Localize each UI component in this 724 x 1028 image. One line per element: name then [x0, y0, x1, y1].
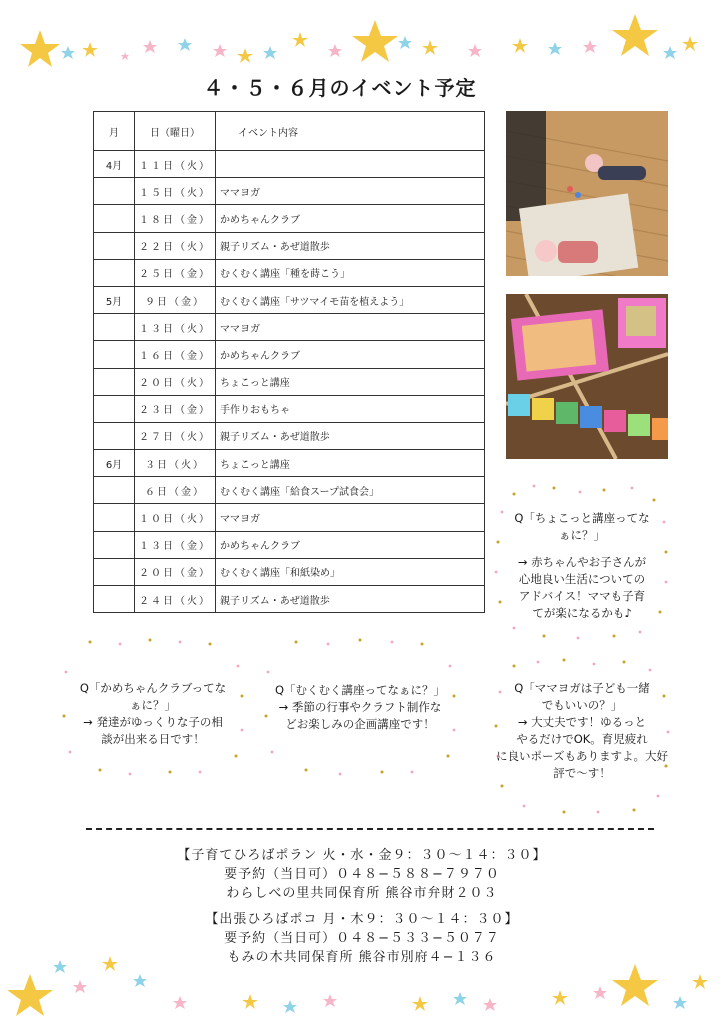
photo-dyed-paper-image	[506, 294, 668, 459]
table-row	[94, 178, 485, 205]
info-phone: 要予約（当日可）０４８−５３３−５０７７	[224, 931, 500, 946]
month-cell	[94, 205, 135, 232]
month-cell	[94, 504, 135, 531]
month-cell: 4月	[94, 151, 135, 178]
month-cell	[94, 558, 135, 585]
table-row	[94, 395, 485, 422]
day-cell: ２５日（金）	[135, 259, 216, 286]
info-heading: 【出張ひろばポコ 月・木９：３０〜１４：３０】	[205, 912, 519, 927]
answer-line: アドバイス！ママも子育	[518, 589, 646, 603]
table-row	[94, 450, 485, 477]
event-cell: かめちゃんクラブ	[216, 205, 485, 232]
month-cell	[94, 477, 135, 504]
answer-line: どお楽しみの企画講座です！	[285, 717, 435, 731]
event-cell: 手作りおもちゃ	[216, 395, 485, 422]
month-cell	[94, 531, 135, 558]
month-cell: 6月	[94, 450, 135, 477]
day-cell: １３日（火）	[135, 314, 216, 341]
month-cell	[94, 259, 135, 286]
info-address: わらしべの里共同保育所 熊谷市弁財２０３	[226, 886, 498, 901]
day-cell: １６日（金）	[135, 341, 216, 368]
event-cell: ちょこっと講座	[216, 368, 485, 395]
event-cell: 親子リズム・あぜ道散歩	[216, 422, 485, 449]
qa-kame-text	[60, 636, 246, 748]
month-cell	[94, 178, 135, 205]
photo-dyed-paper-decorations	[506, 294, 668, 459]
qa-chokotto-koza	[494, 482, 670, 642]
info-poran	[0, 846, 724, 903]
table-row	[94, 286, 485, 313]
question-line: Q「かめちゃんクラブってな	[79, 681, 227, 695]
table-row	[94, 586, 485, 613]
day-cell: １３日（金）	[135, 531, 216, 558]
day-cell: ２０日（火）	[135, 368, 216, 395]
table-row	[94, 205, 485, 232]
month-cell	[94, 232, 135, 259]
day-cell: １１日（火）	[135, 151, 216, 178]
page-title: ４・５・６月のイベント予定	[203, 76, 477, 100]
event-cell: ママヨガ	[216, 504, 485, 531]
month-cell	[94, 586, 135, 613]
day-cell: １５日（火）	[135, 178, 216, 205]
qa-kamechan-club	[60, 636, 246, 776]
day-cell: ６日（金）	[135, 477, 216, 504]
photo-kids-playing-image	[506, 111, 668, 276]
event-cell: むくむく講座「サツマイモ苗を植えよう」	[216, 286, 485, 313]
dashed-divider	[86, 828, 654, 830]
header-month: 月	[94, 112, 135, 151]
event-cell: 親子リズム・あぜ道散歩	[216, 232, 485, 259]
question-line: でもいいの？」	[541, 698, 623, 712]
answer-line: 心地良い生活についての	[518, 572, 646, 586]
table-row	[94, 151, 485, 178]
info-heading: 【子育てひろばポラン 火・水・金９：３０〜１４：３０】	[177, 848, 547, 863]
day-cell: ２０日（金）	[135, 558, 216, 585]
event-cell: ママヨガ	[216, 314, 485, 341]
event-cell: ママヨガ	[216, 178, 485, 205]
qa-mukumuku-koza	[262, 636, 458, 776]
day-cell: ２４日（火）	[135, 586, 216, 613]
answer-line: てが楽になるかも♪	[532, 606, 632, 620]
day-cell: ２７日（火）	[135, 422, 216, 449]
info-poko	[0, 910, 724, 967]
table-row	[94, 422, 485, 449]
month-cell	[94, 341, 135, 368]
table-row	[94, 368, 485, 395]
event-cell	[216, 151, 485, 178]
month-cell	[94, 395, 135, 422]
month-cell	[94, 368, 135, 395]
day-cell: ２２日（火）	[135, 232, 216, 259]
answer-line: → 季節の行事やクラフト制作な	[278, 700, 442, 714]
qa-mamayoga-text	[494, 656, 670, 782]
event-cell: むくむく講座「和紙染め」	[216, 558, 485, 585]
qa-mama-yoga	[494, 656, 670, 816]
event-cell: かめちゃんクラブ	[216, 531, 485, 558]
event-cell: むくむく講座「種を蒔こう」	[216, 259, 485, 286]
answer-line: に良いポーズもありますよ。大好評で〜す！	[496, 749, 668, 780]
day-cell: ３日（火）	[135, 450, 216, 477]
event-cell: 親子リズム・あぜ道散歩	[216, 586, 485, 613]
question-line: ぁに？」	[130, 698, 176, 712]
day-cell: １８日（金）	[135, 205, 216, 232]
header-event: イベント内容	[216, 112, 485, 151]
month-cell	[94, 314, 135, 341]
answer-line: → 大丈夫です！ゆるっと	[517, 715, 647, 729]
day-cell: ２３日（金）	[135, 395, 216, 422]
qa-mukumuku-text	[262, 636, 458, 733]
question-line: ぁに？」	[559, 528, 605, 542]
event-schedule-table	[93, 111, 485, 613]
table-row	[94, 477, 485, 504]
day-cell: ９日（金）	[135, 286, 216, 313]
table-row	[94, 504, 485, 531]
event-cell: かめちゃんクラブ	[216, 341, 485, 368]
header-day: 日（曜日）	[135, 112, 216, 151]
info-address: もみの木共同保育所 熊谷市別府４−１３６	[227, 950, 497, 965]
day-cell: １０日（火）	[135, 504, 216, 531]
question-line: Q「ママヨガは子ども一緒	[514, 681, 650, 695]
answer-line: → 赤ちゃんやお子さんが	[517, 555, 647, 569]
table-row	[94, 232, 485, 259]
answer-line: → 発達がゆっくりな子の相	[83, 715, 223, 729]
table-row	[94, 558, 485, 585]
question-line: Q「ちょこっと講座ってな	[514, 511, 650, 525]
table-row	[94, 341, 485, 368]
table-row	[94, 531, 485, 558]
table-row	[94, 259, 485, 286]
event-cell: むくむく講座「給食スープ試食会」	[216, 477, 485, 504]
answer-line: 談が出来る日です！	[101, 732, 205, 746]
photo-kids-playing	[506, 111, 668, 276]
event-cell: ちょこっと講座	[216, 450, 485, 477]
table-row	[94, 314, 485, 341]
table-header-row	[94, 112, 485, 151]
question-line: Q「むくむく講座ってなぁに？」	[274, 683, 446, 697]
answer-line: やるだけでOK。育児疲れ	[516, 732, 648, 746]
month-cell	[94, 422, 135, 449]
month-cell: 5月	[94, 286, 135, 313]
qa-chokotto-text	[494, 482, 670, 622]
info-phone: 要予約（当日可）０４８−５８８−７９７０	[224, 867, 500, 882]
